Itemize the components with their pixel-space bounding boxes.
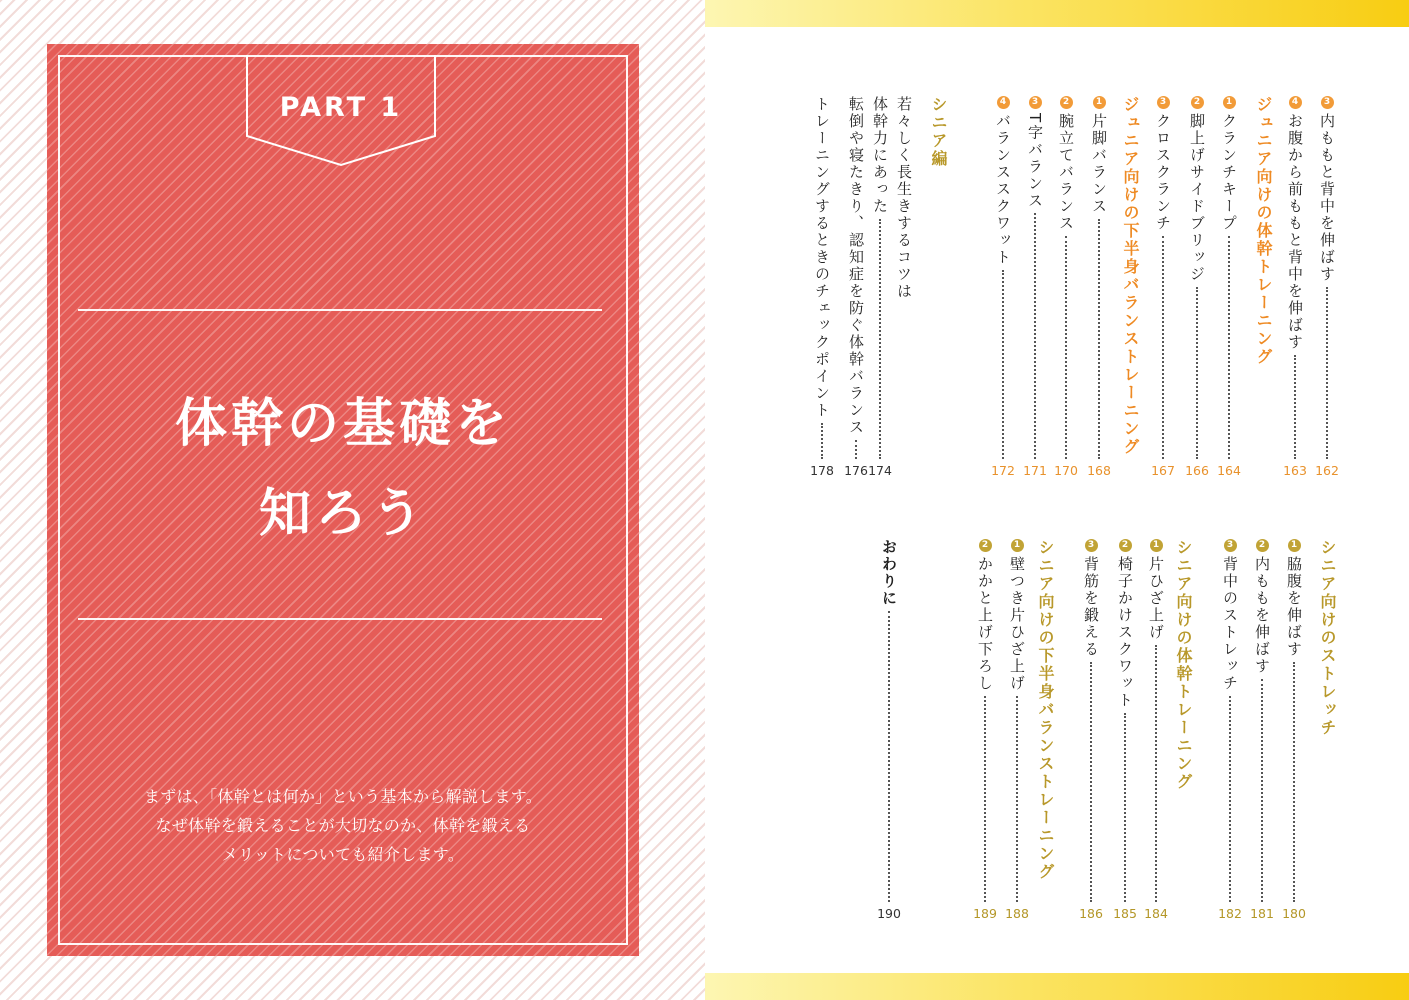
toc-entry[interactable]	[1249, 539, 1275, 921]
toc-entry-label: トレーニングするときのチェックポイント	[813, 96, 831, 419]
toc-entry[interactable]	[1314, 96, 1340, 478]
toc-entry[interactable]	[1112, 539, 1138, 921]
toc-entry[interactable]	[1053, 96, 1079, 478]
toc-page-number: 182	[1218, 906, 1242, 921]
toc-entry[interactable]	[1022, 96, 1048, 478]
toc-leader-dots	[888, 611, 890, 902]
part-label: PART 1	[279, 92, 403, 123]
toc-entry-label: 転倒や寝たきり、認知症を防ぐ体幹バランス	[847, 96, 865, 436]
toc-page-number: 180	[1282, 906, 1306, 921]
toc-number-badge: 3	[1029, 96, 1042, 109]
toc-entry[interactable]	[1216, 96, 1242, 478]
toc-leader-dots	[1196, 287, 1198, 459]
toc-number-badge: 2	[979, 539, 992, 552]
toc-entry[interactable]	[891, 96, 917, 478]
divider-bottom	[78, 618, 602, 620]
toc-entry-label: お腹から前ももと背中を伸ばす	[1286, 113, 1304, 351]
toc-leader-dots	[1162, 236, 1164, 459]
toc-heading-label: ジュニア向けの下半身バランストレーニング	[1121, 96, 1140, 456]
toc-page-number: 167	[1151, 463, 1175, 478]
toc-number-badge: 3	[1157, 96, 1170, 109]
toc-page-number: 184	[1144, 906, 1168, 921]
toc-entry[interactable]	[1143, 539, 1169, 921]
toc-number-badge: 1	[1093, 96, 1106, 109]
toc-leader-dots	[1293, 662, 1295, 902]
toc-leader-dots	[1124, 713, 1126, 902]
toc-entry-label: T字バランス	[1026, 113, 1044, 210]
toc-entry-label: 若々しく長生きするコツは	[895, 96, 913, 300]
toc-number-badge: 1	[1223, 96, 1236, 109]
part-title-line-2: 知ろう	[258, 484, 427, 544]
right-page	[705, 0, 1409, 1000]
toc-heading-label: シニア向けの下半身バランストレーニング	[1036, 539, 1055, 881]
toc-leader-dots	[1261, 679, 1263, 902]
toc-page-number: 189	[973, 906, 997, 921]
toc-leader-dots	[1098, 219, 1100, 459]
toc-entry-label: 背中のストレッチ	[1221, 556, 1239, 692]
toc-number-badge: 2	[1256, 539, 1269, 552]
toc-entry[interactable]	[1150, 96, 1176, 478]
toc-page-number: 185	[1113, 906, 1137, 921]
toc-entry-label: 脇腹を伸ばす	[1285, 556, 1303, 658]
toc-entry-label: 片ひざ上げ	[1147, 556, 1165, 641]
toc-page-number: 174	[868, 463, 892, 478]
toc-number-badge: 3	[1224, 539, 1237, 552]
toc-leader-dots	[821, 423, 823, 459]
toc-number-badge: 1	[1150, 539, 1163, 552]
toc-leader-dots	[1294, 355, 1296, 459]
toc-number-badge: 1	[1288, 539, 1301, 552]
toc-section-heading	[1032, 539, 1058, 881]
toc-leader-dots	[855, 440, 857, 459]
toc-entry-label: 内ももと背中を伸ばす	[1318, 113, 1336, 283]
toc-leader-dots	[1326, 287, 1328, 459]
toc-entry[interactable]	[990, 96, 1016, 478]
toc-entry[interactable]	[1281, 539, 1307, 921]
toc-page-number: 190	[877, 906, 901, 921]
toc-heading-label: シニア編	[929, 96, 948, 168]
toc-page-number: 176	[844, 463, 868, 478]
toc-entry[interactable]	[809, 96, 835, 478]
toc-entry[interactable]	[843, 96, 869, 478]
toc-number-badge: 4	[997, 96, 1010, 109]
toc-heading-label: シニア向けの体幹トレーニング	[1174, 539, 1193, 791]
toc-leader-dots	[984, 696, 986, 902]
toc-page-number: 166	[1185, 463, 1209, 478]
toc-page-number: 168	[1087, 463, 1111, 478]
toc-entry-label: クランチキープ	[1220, 113, 1238, 232]
toc-page-number: 162	[1315, 463, 1339, 478]
toc-leader-dots	[879, 219, 881, 459]
toc-leader-dots	[1155, 645, 1157, 902]
toc-page-number: 172	[991, 463, 1015, 478]
toc-section-heading	[1170, 539, 1196, 791]
toc-heading-label: シニア向けのストレッチ	[1318, 539, 1337, 737]
toc-entry-label: 体幹力にあった	[871, 96, 889, 215]
toc-number-badge: 2	[1191, 96, 1204, 109]
toc-leader-dots	[1229, 696, 1231, 902]
toc-entry[interactable]	[1282, 96, 1308, 478]
toc-page-number: 164	[1217, 463, 1241, 478]
divider-top	[78, 309, 602, 311]
toc-leader-dots	[1002, 270, 1004, 459]
toc-entry-label: クロスクランチ	[1154, 113, 1172, 232]
toc-number-badge: 4	[1289, 96, 1302, 109]
intro-line: なぜ体幹を鍛えることが大切なのか、体幹を鍛える	[155, 816, 531, 835]
toc-number-badge: 3	[1085, 539, 1098, 552]
toc-entry-label: 壁つき片ひざ上げ	[1008, 556, 1026, 692]
top-color-bar	[705, 0, 1409, 27]
toc-entry[interactable]	[867, 96, 893, 478]
toc-page-number: 163	[1283, 463, 1307, 478]
toc-entry-label: 背筋を鍛える	[1082, 556, 1100, 658]
toc-entry-label: バランススクワット	[994, 113, 1012, 266]
toc-number-badge: 1	[1011, 539, 1024, 552]
toc-leader-dots	[1090, 662, 1092, 902]
toc-section-heading	[1117, 96, 1143, 456]
toc-number-badge: 3	[1321, 96, 1334, 109]
toc-entry[interactable]	[1086, 96, 1112, 478]
toc-entry-label: おわりに	[880, 539, 898, 607]
intro-line: まずは、「体幹とは何か」という基本から解説します。	[143, 787, 543, 806]
toc-entry-label: 片脚バランス	[1090, 113, 1108, 215]
toc-number-badge: 2	[1060, 96, 1073, 109]
toc-page-number: 181	[1250, 906, 1274, 921]
toc-page-number: 186	[1079, 906, 1103, 921]
toc-entry[interactable]	[1004, 539, 1030, 921]
intro-line: メリットについても紹介します。	[221, 845, 465, 864]
toc-entry[interactable]	[876, 539, 902, 921]
part-tab	[245, 44, 437, 167]
toc-entry-label: 脚上げサイドブリッジ	[1188, 113, 1206, 283]
part-title-line-1: 体幹の基礎を	[174, 394, 511, 454]
toc-section-heading	[1250, 96, 1276, 366]
toc-page-number: 170	[1054, 463, 1078, 478]
toc-entry-label: 内ももを伸ばす	[1253, 556, 1271, 675]
toc-entry-label: 椅子かけスクワット	[1116, 556, 1134, 709]
toc-entry[interactable]	[1217, 539, 1243, 921]
toc-page-number: 178	[810, 463, 834, 478]
part-title-card	[47, 44, 639, 956]
toc-leader-dots	[1034, 213, 1036, 459]
toc-leader-dots	[1016, 696, 1018, 902]
toc-leader-dots	[1228, 236, 1230, 459]
toc-entry-label: かかと上げ下ろし	[976, 556, 994, 692]
toc-section-heading	[925, 96, 951, 168]
bottom-color-bar	[705, 973, 1409, 1000]
intro-text	[47, 782, 639, 869]
toc-heading-label: ジュニア向けの体幹トレーニング	[1254, 96, 1273, 366]
toc-entry[interactable]	[1078, 539, 1104, 921]
toc-entry[interactable]	[972, 539, 998, 921]
toc-entry-label: 腕立てバランス	[1057, 113, 1075, 232]
toc-entry[interactable]	[1184, 96, 1210, 478]
toc-section-heading	[1314, 539, 1340, 737]
toc-page-number: 188	[1005, 906, 1029, 921]
toc-number-badge: 2	[1119, 539, 1132, 552]
toc-leader-dots	[1065, 236, 1067, 459]
toc-page-number: 171	[1023, 463, 1047, 478]
